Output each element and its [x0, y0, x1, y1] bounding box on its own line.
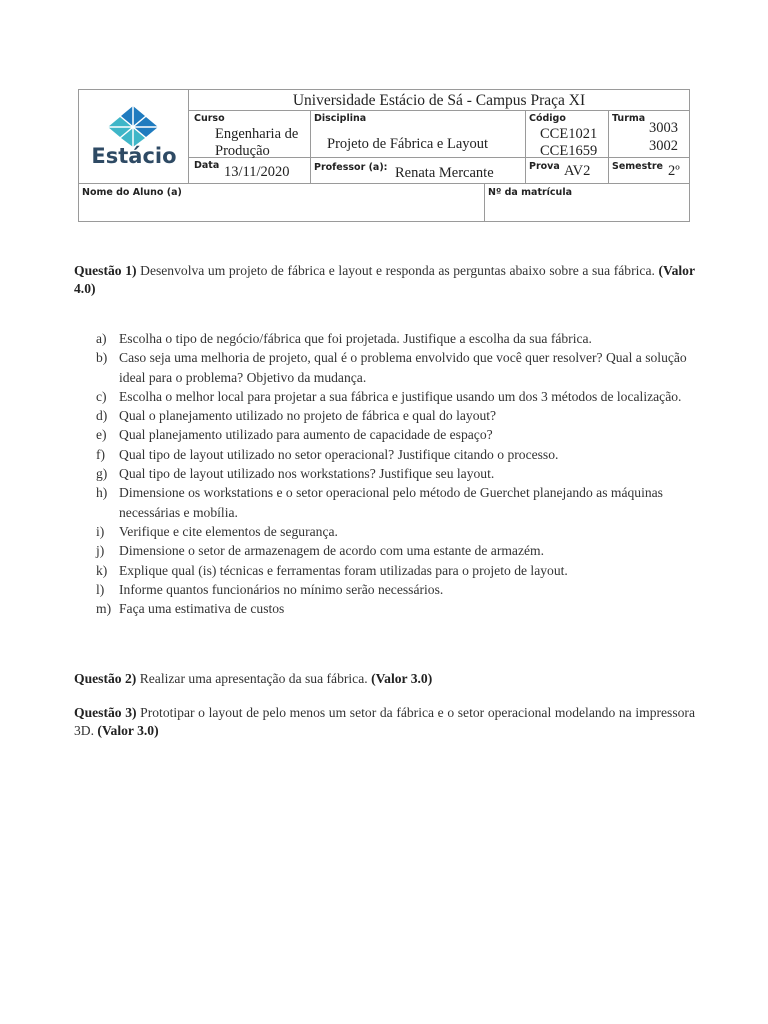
list-item-text: Caso seja uma melhoria de projeto, qual é o problema envolvido que você quer resolver? Qual a solução ideal para o problema? Objetivo da mudança.	[119, 350, 687, 385]
question-1-title: Questão 1)	[74, 263, 137, 278]
matricula-label: Nº da matrícula	[488, 187, 572, 198]
turma-value-2: 3002	[649, 138, 678, 154]
question-1-item	[74, 348, 695, 387]
question-1-item	[74, 464, 695, 483]
list-marker: g)	[96, 466, 108, 482]
codigo-label: Código	[529, 113, 566, 124]
list-marker: l)	[96, 581, 105, 597]
professor-cell	[311, 158, 526, 183]
semestre-label: Semestre	[612, 161, 663, 172]
data-label: Data	[194, 160, 220, 171]
question-1-item	[74, 483, 695, 522]
question-1-list	[74, 329, 695, 618]
question-1-item	[74, 522, 695, 541]
list-item-text: Informe quantos funcionários no mínimo serão necessários.	[119, 581, 444, 597]
curso-value-line1: Engenharia de	[215, 126, 299, 142]
question-2-text: Realizar uma apresentação da sua fábrica.	[136, 671, 372, 686]
turma-cell	[609, 111, 689, 158]
logo-text: Estácio	[91, 144, 177, 168]
list-item-text: Dimensione o setor de armazenagem de acordo com uma estante de armazém.	[119, 543, 544, 559]
question-1-item	[74, 387, 695, 406]
university-title: Universidade Estácio de Sá - Campus Praça XI	[189, 90, 689, 111]
question-1-item	[74, 541, 695, 560]
question-2	[74, 670, 695, 688]
list-item-text: Dimensione os workstations e o setor operacional pelo método de Guerchet planejando as máquinas necessárias e mobília.	[119, 485, 663, 520]
data-cell	[189, 158, 311, 183]
list-marker: e)	[96, 427, 107, 443]
question-1-item	[74, 561, 695, 580]
disciplina-value: Projeto de Fábrica e Layout	[327, 136, 489, 152]
codigo-value-1: CCE1021	[540, 126, 598, 142]
question-1-item	[74, 599, 695, 618]
question-1-item	[74, 329, 695, 348]
list-marker: d)	[96, 408, 108, 424]
semestre-value: 2º	[668, 163, 680, 179]
question-2-title: Questão 2)	[74, 671, 137, 686]
question-1-item	[74, 445, 695, 464]
list-marker: k)	[96, 562, 108, 578]
list-item-text: Explique qual (is) técnicas e ferramentas foram utilizadas para o projeto de layout.	[119, 562, 568, 578]
question-3-value: (Valor 3.0)	[97, 723, 159, 738]
curso-label: Curso	[194, 113, 225, 124]
curso-cell	[189, 111, 311, 158]
question-1-items	[74, 329, 695, 618]
estacio-logo-icon	[108, 105, 158, 147]
data-value: 13/11/2020	[224, 164, 290, 180]
list-item-text: Qual tipo de layout utilizado no setor operacional? Justifique citando o processo.	[119, 446, 559, 462]
prova-cell	[526, 158, 609, 183]
disciplina-label: Disciplina	[314, 113, 367, 124]
codigo-cell	[526, 111, 609, 158]
semestre-cell	[609, 158, 689, 183]
list-marker: b)	[96, 350, 108, 366]
question-1-item	[74, 425, 695, 444]
list-item-text: Qual tipo de layout utilizado nos workstations? Justifique seu layout.	[119, 466, 495, 482]
question-1-value: (Valor 4.0)	[74, 263, 695, 296]
student-name-label: Nome do Aluno (a)	[82, 187, 182, 198]
disciplina-cell	[311, 111, 526, 158]
list-marker: h)	[96, 485, 108, 501]
codigo-value-2: CCE1659	[540, 143, 598, 159]
question-1-item	[74, 406, 695, 425]
list-marker: i)	[96, 523, 105, 539]
question-3-title: Questão 3)	[74, 705, 137, 720]
professor-label: Professor (a):	[314, 162, 388, 173]
prova-label: Prova	[529, 161, 560, 172]
question-2-value: (Valor 3.0)	[371, 671, 433, 686]
list-item-text: Qual planejamento utilizado para aumento de capacidade de espaço?	[119, 427, 493, 443]
turma-label: Turma	[612, 113, 646, 124]
professor-value: Renata Mercante	[395, 165, 494, 181]
question-1-item	[74, 580, 695, 599]
student-name-cell	[79, 184, 485, 221]
student-row	[79, 183, 689, 221]
list-marker: m)	[96, 601, 112, 617]
list-item-text: Escolha o tipo de negócio/fábrica que foi projetada. Justifique a escolha da sua fábrica.	[119, 331, 592, 346]
curso-value-line2: Produção	[215, 143, 270, 159]
list-item-text: Faça uma estimativa de custos	[119, 601, 285, 617]
list-marker: f)	[96, 446, 106, 462]
list-marker: j)	[96, 543, 105, 559]
list-item-text: Verifique e cite elementos de segurança.	[119, 523, 338, 539]
turma-value-1: 3003	[649, 120, 678, 136]
question-3-text: Prototipar o layout de pelo menos um setor da fábrica e o setor operacional modelando na impressora 3D.	[74, 705, 695, 738]
list-item-text: Escolha o melhor local para projetar a sua fábrica e justifique usando um dos 3 métodos de localização.	[119, 388, 682, 404]
list-marker: c)	[96, 388, 107, 404]
prova-value: AV2	[564, 163, 591, 179]
question-1-text: Desenvolva um projeto de fábrica e layout e responda as perguntas abaixo sobre a sua fábrica.	[136, 263, 659, 278]
question-3	[74, 704, 695, 740]
matricula-cell	[485, 184, 689, 221]
question-1	[74, 262, 695, 298]
list-item-text: Qual o planejamento utilizado no projeto de fábrica e qual do layout?	[119, 408, 497, 424]
list-marker: a)	[96, 331, 107, 346]
exam-header	[78, 89, 690, 222]
logo-cell	[79, 90, 189, 183]
